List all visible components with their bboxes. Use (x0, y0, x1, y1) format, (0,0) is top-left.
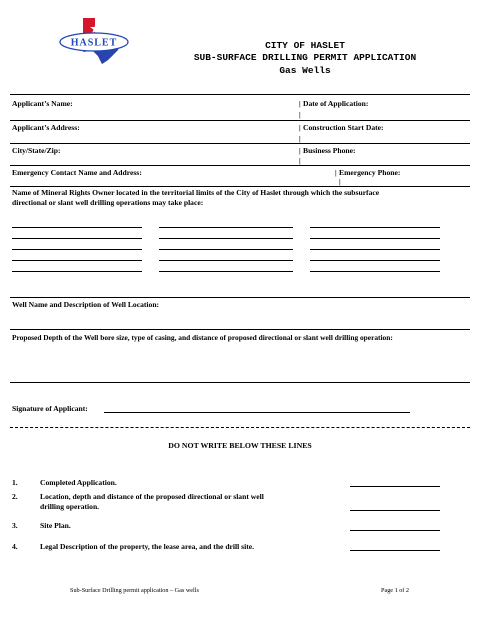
blank-line[interactable] (310, 238, 440, 239)
row-rule-5 (10, 297, 470, 298)
blank-line[interactable] (12, 260, 142, 261)
checklist-text-2: Location, depth and distance of the proposed directional or slant well (40, 492, 264, 501)
blank-line[interactable] (310, 249, 440, 250)
checklist-blank-3[interactable] (350, 530, 440, 531)
haslet-logo (58, 16, 130, 66)
label-well-name[interactable]: Well Name and Description of Well Location: (12, 300, 160, 309)
row-rule-7 (10, 382, 470, 383)
mineral-label-line2: directional or slant well drilling operations may take place: (12, 198, 204, 207)
label-applicant-name[interactable]: Applicant’s Name: (12, 99, 73, 108)
blank-line[interactable] (12, 249, 142, 250)
label-proposed-depth[interactable]: Proposed Depth of the Well bore size, type of casing, and distance of proposed directional or slant well drilling operation: (12, 333, 393, 342)
do-not-write-heading: DO NOT WRITE BELOW THESE LINES (168, 441, 312, 450)
checklist-text-2b: drilling operation. (40, 502, 100, 511)
pipe-1: | (299, 99, 301, 108)
label-construction-start-date[interactable]: Construction Start Date: (303, 123, 384, 132)
row-rule-6 (10, 329, 470, 330)
row-rule-1 (10, 120, 470, 121)
title-permit: SUB-SURFACE DRILLING PERMIT APPLICATION (193, 52, 417, 63)
footer-page-number: Page 1 of 2 (381, 587, 410, 594)
checklist-num-2: 2. (12, 492, 18, 501)
label-applicant-address[interactable]: Applicant’s Address: (12, 123, 80, 132)
checklist-num-1: 1. (12, 478, 18, 487)
blank-line[interactable] (310, 260, 440, 261)
pipe-1b: | (299, 110, 301, 119)
pipe-4b: | (339, 177, 341, 186)
title-city: CITY OF HASLET (265, 40, 345, 51)
pipe-3: | (299, 146, 301, 155)
mineral-label-line1: Name of Mineral Rights Owner located in the territorial limits of the City of Haslet through which the subsurface (12, 188, 380, 197)
label-signature: Signature of Applicant: (12, 404, 88, 413)
blank-line[interactable] (310, 227, 440, 228)
checklist-blank-1[interactable] (350, 486, 440, 487)
blank-line[interactable] (159, 271, 293, 272)
pipe-2: | (299, 123, 301, 132)
blank-line[interactable] (12, 271, 142, 272)
blank-line[interactable] (159, 260, 293, 261)
checklist-text-1: Completed Application. (40, 478, 117, 487)
checklist-blank-4[interactable] (350, 550, 440, 551)
blank-line[interactable] (159, 249, 293, 250)
blank-line[interactable] (159, 227, 293, 228)
label-emergency-phone[interactable]: Emergency Phone: (339, 168, 401, 177)
row-rule-4 (10, 186, 470, 187)
label-city-state-zip[interactable]: City/State/Zip: (12, 146, 61, 155)
blank-line[interactable] (159, 238, 293, 239)
checklist-blank-2[interactable] (350, 510, 440, 511)
logo-text: HASLET (70, 37, 118, 49)
checklist-text-3: Site Plan. (40, 521, 71, 530)
title-gas-wells: Gas Wells (279, 65, 331, 76)
pipe-3b: | (299, 156, 301, 165)
blank-line[interactable] (310, 271, 440, 272)
top-rule (10, 94, 470, 95)
checklist-text-4: Legal Description of the property, the lease area, and the drill site. (40, 542, 255, 551)
label-emergency-contact[interactable]: Emergency Contact Name and Address: (12, 168, 142, 177)
signature-line[interactable] (104, 412, 410, 413)
row-rule-3 (10, 165, 470, 166)
row-rule-2 (10, 143, 470, 144)
pipe-4: | (335, 168, 337, 177)
checklist-num-4: 4. (12, 542, 18, 551)
blank-line[interactable] (12, 238, 142, 239)
label-date-of-application[interactable]: Date of Application: (303, 99, 369, 108)
dashed-separator (10, 427, 470, 428)
pipe-2b: | (299, 134, 301, 143)
footer-left: Sub-Surface Drilling permit application – Gas wells (70, 587, 199, 594)
label-business-phone[interactable]: Business Phone: (303, 146, 356, 155)
checklist-num-3: 3. (12, 521, 18, 530)
blank-line[interactable] (12, 227, 142, 228)
